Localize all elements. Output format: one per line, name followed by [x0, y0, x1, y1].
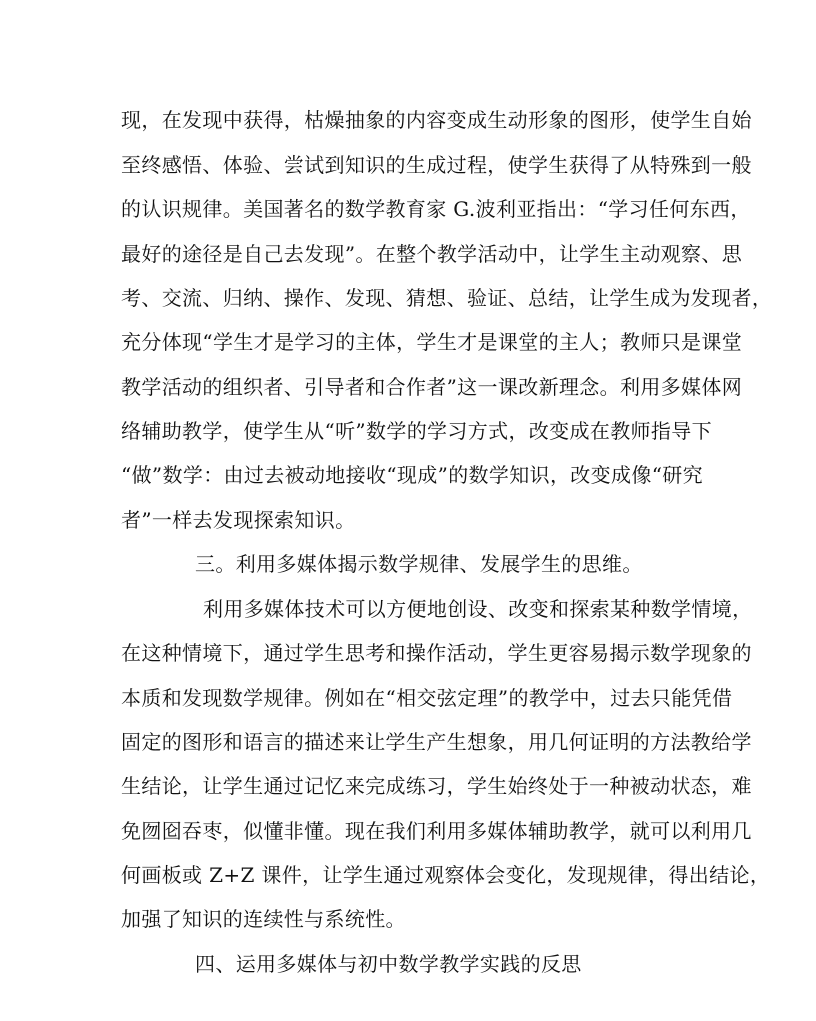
text-line-4: 最好的途径是自己去发现”。在整个教学活动中，让学生主动观察、思: [121, 242, 743, 266]
text-line-5: 考、交流、归纳、操作、发现、猜想、验证、总结，让学生成为发现者，: [121, 286, 773, 310]
text-line-17: 免囫囵吞枣，似懂非懂。现在我们利用多媒体辅助教学，就可以利用几: [121, 819, 752, 843]
text-line-19: 加强了知识的连续性与系统性。: [121, 907, 406, 931]
section-heading-3: 三。利用多媒体揭示数学规律、发展学生的思维。: [195, 552, 643, 576]
text-line-6: 充分体现“学生才是学习的主体，学生才是课堂的主人；教师只是课堂: [121, 330, 743, 354]
text-line-8: 络辅助教学，使学生从“听”数学的学习方式，改变成在教师指导下: [121, 419, 712, 443]
text-line-18: 何画板或 Z+Z 课件，让学生通过观察体会变化，发现规律，得出结论，: [121, 863, 771, 887]
text-line-3: 的认识规律。美国著名的数学教育家 G.波利亚指出：“学习任何东西，: [121, 197, 751, 221]
text-line-14: 本质和发现数学规律。例如在“相交弦定理”的教学中，过去只能凭借: [121, 686, 733, 710]
text-line-2: 至终感悟、体验、尝试到知识的生成过程，使学生获得了从特殊到一般: [121, 153, 752, 177]
text-line-13: 在这种情境下，通过学生思考和操作活动，学生更容易揭示数学现象的: [121, 641, 752, 665]
text-line-7: 教学活动的组织者、引导者和合作者”这一课改新理念。利用多媒体网: [121, 375, 743, 399]
text-line-1: 现，在发现中获得，枯燥抽象的内容变成生动形象的图形，使学生自始: [121, 108, 752, 132]
text-line-10: 者”一样去发现探索知识。: [121, 508, 356, 532]
text-line-16: 生结论，让学生通过记忆来完成练习，学生始终处于一种被动状态，难: [121, 774, 752, 798]
text-line-9: “做”数学：由过去被动地接收“现成”的数学知识，改变成像“研究: [121, 463, 703, 487]
section-heading-4: 四、运用多媒体与初中数学教学实践的反思: [195, 952, 582, 976]
text-line-15: 固定的图形和语言的描述来让学生产生想象，用几何证明的方法教给学: [121, 730, 752, 754]
text-line-12: 利用多媒体技术可以方便地创设、改变和探索某种数学情境，: [203, 597, 753, 621]
